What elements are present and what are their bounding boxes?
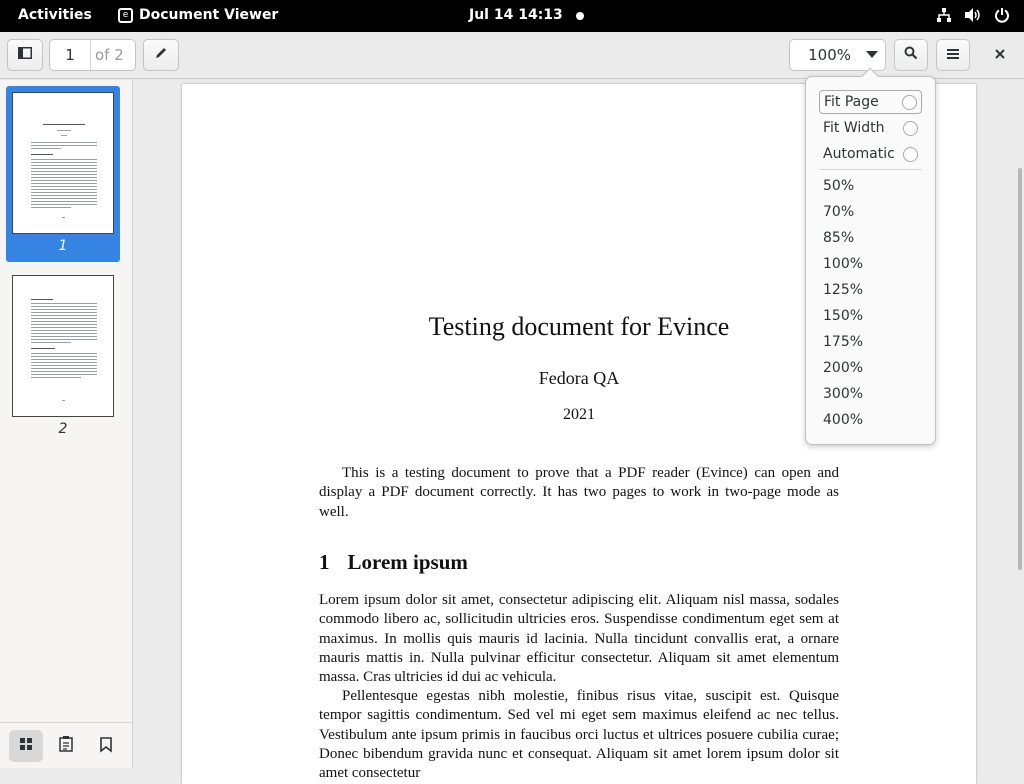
activities-button[interactable]: Activities — [18, 7, 92, 23]
zoom-level-item[interactable]: 50% — [823, 178, 855, 194]
page-total-label: of 2 — [90, 40, 124, 70]
thumbnail-label: 2 — [58, 421, 68, 437]
close-icon — [995, 47, 1005, 63]
bookmark-icon — [100, 737, 112, 756]
option-label: Automatic — [823, 146, 895, 162]
power-icon[interactable] — [993, 6, 1010, 24]
hamburger-icon — [947, 47, 959, 63]
clock[interactable]: Jul 14 14:13 — [469, 7, 563, 23]
outline-view-button[interactable] — [49, 730, 83, 762]
app-name: Document Viewer — [139, 7, 279, 23]
page-thumbnail-image — [12, 92, 114, 234]
search-icon — [904, 46, 918, 64]
zoom-level-item[interactable]: 125% — [823, 282, 864, 298]
page-selector[interactable] — [49, 39, 136, 71]
sidebar-toggle-button[interactable] — [7, 39, 43, 71]
thumbnail-sidebar — [0, 80, 133, 768]
app-menu[interactable] — [118, 7, 278, 23]
zoom-level-item[interactable]: 200% — [823, 360, 864, 376]
zoom-value[interactable]: 100% — [808, 46, 851, 64]
zoom-level-item[interactable]: 85% — [823, 230, 855, 246]
body-paragraph: Pellentesque egestas nibh molestie, finibus risus vitae, suscipit est. Quisque tempor sagittis condimentum. Sed vel mi eget sem maximus eleifend ac nec tellus. Vestibulum ante ipsum primis in faucibus orci luctus et ultrices posuere cubilia curae; Donec bibendum gravida nunc et consequat. Aliquam sit amet lorem ipsum dolor sit amet consectetur — [319, 688, 839, 782]
section-heading — [319, 550, 468, 575]
network-icon[interactable] — [935, 6, 952, 24]
grid-icon — [20, 738, 32, 754]
volume-icon[interactable] — [964, 6, 981, 24]
radio-icon — [902, 95, 917, 110]
zoom-fit-page-option[interactable] — [819, 90, 922, 114]
radio-icon — [903, 147, 918, 162]
main-menu-button[interactable] — [936, 39, 970, 71]
radio-icon — [903, 121, 918, 136]
thumbnail-page-2[interactable] — [6, 269, 120, 445]
thumbnail-page-1[interactable] — [6, 86, 120, 262]
chevron-down-icon[interactable] — [859, 40, 885, 70]
annotate-button[interactable] — [143, 39, 179, 71]
thumbnail-label: 1 — [58, 238, 68, 254]
close-button[interactable] — [984, 39, 1016, 71]
zoom-level-item[interactable]: 300% — [823, 386, 864, 402]
body-paragraph: Lorem ipsum dolor sit amet, consectetur adipiscing elit. Aliquam nisl massa, sodales commodo libero ac, sollicitudin ultricies eros. Suspendisse condimentum eget sem at maximus. In mollis quis mauris id lacinia. Nulla tincidunt convallis erat, a ornare mauris mattis in. Nulla pulvinar efficitur consectetur. Aliquam sit amet elementum massa. Cras ultricies id dui ac vehicula. — [319, 592, 839, 686]
intro-paragraph: This is a testing document to prove that a PDF reader (Evince) can open and display a PDF document correctly. It has two pages to work in two-page mode as well. — [319, 465, 839, 520]
zoom-level-item[interactable]: 175% — [823, 334, 864, 350]
zoom-level-item[interactable]: 150% — [823, 308, 864, 324]
document-date: 2021 — [563, 406, 595, 423]
menu-separator — [819, 169, 922, 170]
section-title: Lorem ipsum — [347, 550, 468, 574]
zoom-level-item[interactable]: 70% — [823, 204, 855, 220]
notification-dot — [576, 12, 584, 20]
sidebar-mode-switcher — [0, 722, 132, 768]
zoom-level-item[interactable]: 400% — [823, 412, 864, 428]
option-label: Fit Page — [824, 94, 879, 110]
document-author: Fedora QA — [538, 368, 620, 388]
current-page-input[interactable]: 1 — [65, 46, 75, 64]
gnome-top-bar — [0, 0, 1024, 32]
bookmarks-view-button[interactable] — [89, 730, 123, 762]
zoom-level-item[interactable]: 100% — [823, 256, 864, 272]
scrollbar[interactable] — [1018, 168, 1022, 570]
thumbnails-view-button[interactable] — [9, 730, 43, 762]
sidebar-icon — [18, 47, 32, 63]
zoom-selector[interactable] — [789, 39, 886, 71]
option-label: Fit Width — [823, 120, 885, 136]
zoom-popover — [805, 76, 936, 445]
zoom-fit-width-option[interactable] — [819, 116, 922, 140]
system-tray[interactable] — [935, 6, 1010, 24]
page-thumbnail-image — [12, 275, 114, 417]
pencil-icon — [154, 46, 168, 64]
search-button[interactable] — [894, 39, 928, 71]
document-title: Testing document for Evince — [428, 312, 730, 341]
section-number: 1 — [319, 550, 330, 574]
document-viewer-icon: e — [118, 8, 133, 23]
document-outline-icon — [59, 736, 73, 756]
zoom-automatic-option[interactable] — [819, 142, 922, 166]
